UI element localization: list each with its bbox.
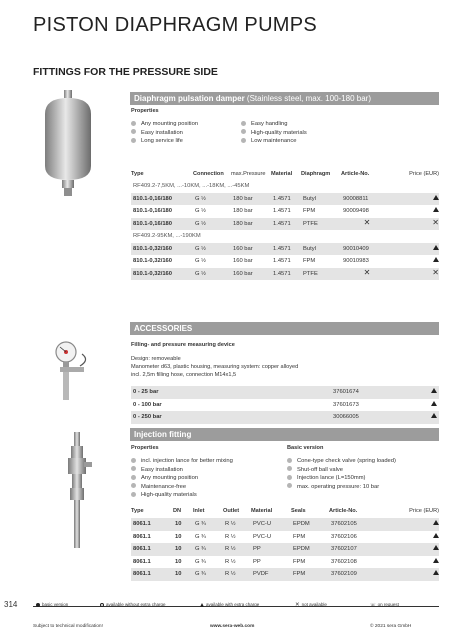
accessories-title: ACCESSORIES: [134, 324, 193, 333]
extra-charge-icon: [433, 545, 439, 550]
injection-title: Injection fitting: [134, 430, 192, 439]
legend-no-charge: available without extra charge: [100, 602, 166, 607]
footer-website[interactable]: www.sera-web.com: [210, 624, 255, 629]
legend-extra-charge: available with extra charge: [200, 602, 259, 607]
injection-props: [131, 457, 233, 500]
extra-charge-icon: [431, 388, 437, 393]
damper-table-row: 810.1-0,32/160 G ½ 160 bar 1.4571 PTFE ✕ ✕: [131, 268, 439, 281]
property-item: High-quality materials: [131, 491, 233, 500]
damper-image: [33, 88, 103, 198]
damper-properties-label: Properties: [131, 108, 159, 114]
extra-charge-icon: [433, 245, 439, 250]
injection-table: [131, 505, 439, 581]
property-item: Any mounting position: [131, 120, 198, 129]
legend-not-available: ✕ not available: [295, 602, 327, 608]
accessory-row: 0 - 250 bar 30066005: [131, 411, 439, 424]
property-item: Maintenance-free: [131, 483, 233, 492]
damper-table-header: Type Connection max.Pressure Material Diaphragm Article-No. Price (EUR): [131, 171, 439, 177]
extra-charge-icon: [433, 207, 439, 212]
injection-section-bar: [130, 428, 439, 441]
extra-charge-icon: [433, 558, 439, 563]
damper-table-row: 810.1-0,32/160 G ½ 160 bar 1.4571 FPM 90010983: [131, 255, 439, 268]
damper-table-row: 810.1-0,32/160 G ½ 160 bar 1.4571 Butyl 90010409: [131, 243, 439, 256]
property-item: incl. injection lance for better mixing: [131, 457, 233, 466]
injection-basic: [287, 457, 396, 491]
device-desc-manometer: Manometer d63, plastic housing, measuring system: copper alloyed: [131, 364, 299, 370]
property-item: Long service life: [131, 137, 198, 146]
property-item: Cone-type check valve (spring loaded): [287, 457, 396, 466]
not-available-icon: ✕: [363, 217, 371, 227]
page-number: 314: [4, 600, 18, 609]
extra-charge-icon: [433, 195, 439, 200]
extra-charge-icon: [433, 533, 439, 538]
property-item: High-quality materials: [241, 129, 307, 138]
legend-basic: basic version: [36, 602, 68, 607]
injection-properties-label: Properties: [131, 445, 159, 451]
property-item: Easy installation: [131, 466, 233, 475]
footer-subject: Subject to technical modification!: [33, 624, 103, 629]
footer-copyright: © 2021 sera GmbH: [370, 624, 412, 629]
accessory-row: 0 - 100 bar 37601673: [131, 399, 439, 412]
accessory-row: 0 - 25 bar 37601674: [131, 386, 439, 399]
injection-table-row: 8061.1 10 G ¾ R ½ PVDF FPM 37602109: [131, 568, 439, 581]
page-title: PISTON DIAPHRAGM PUMPS: [33, 14, 318, 36]
extra-charge-icon: [433, 570, 439, 575]
property-item: Injection lance (L=150mm): [287, 474, 396, 483]
property-item: Easy handling: [241, 120, 307, 129]
damper-props-right: [241, 120, 307, 146]
damper-group-label: RF409.2-7,5KM, ...-10KM, ...-18KM, ...-45KM: [133, 183, 250, 189]
damper-table-row: 810.1-0,16/180 G ½ 180 bar 1.4571 Butyl 90008811: [131, 193, 439, 206]
injection-basic-label: Basic version: [287, 445, 324, 451]
property-item: Easy installation: [131, 129, 198, 138]
damper-subtitle: (Stainless steel, max. 100-180 bar): [246, 94, 371, 103]
legend-on-request: ☏ on request: [370, 602, 399, 607]
damper-table-row: 810.1-0,16/180 G ½ 180 bar 1.4571 FPM 90009498: [131, 205, 439, 218]
accessories-section-bar: [130, 322, 439, 335]
injection-table-row: 8061.1 10 G ¾ R ½ PVC-U FPM 37602106: [131, 531, 439, 544]
extra-charge-icon: [431, 413, 437, 418]
device-desc-design: Design: removeable: [131, 356, 181, 362]
extra-charge-icon: [431, 401, 437, 406]
pressure-device-image: [52, 340, 92, 402]
injection-table-header: Type DN Inlet Outlet Material Seals Article-No. Price (EUR): [131, 508, 439, 514]
injection-table-row: 8061.1 10 G ¾ R ½ PVC-U EPDM 37602105: [131, 518, 439, 531]
injection-table-row: 8061.1 10 G ¾ R ½ PP FPM 37602108: [131, 556, 439, 569]
damper-title: Diaphragm pulsation damper: [134, 94, 245, 103]
damper-table-row: 810.1-0,16/180 G ½ 180 bar 1.4571 PTFE ✕ ✕: [131, 218, 439, 231]
property-item: Shut-off ball valve: [287, 466, 396, 475]
damper-table: [131, 168, 439, 280]
extra-charge-icon: [433, 520, 439, 525]
not-available-icon: ✕: [432, 267, 439, 277]
not-available-icon: ✕: [432, 217, 439, 227]
damper-props-left: [131, 120, 198, 146]
device-desc-hose: incl. 2,5m filling hose, connection M14x1,5: [131, 372, 237, 378]
property-item: max. operating pressure: 10 bar: [287, 483, 396, 492]
property-item: Any mounting position: [131, 474, 233, 483]
damper-section-bar: [130, 92, 439, 105]
injection-fitting-image: [60, 432, 96, 552]
accessories-table: [131, 386, 439, 424]
not-available-icon: ✕: [363, 267, 371, 277]
property-item: Low maintenance: [241, 137, 307, 146]
injection-table-row: 8061.1 10 G ¾ R ½ PP EPDM 37602107: [131, 543, 439, 556]
extra-charge-icon: [433, 257, 439, 262]
device-title: Filling- and pressure measuring device: [131, 342, 235, 348]
damper-group-label: RF409.2-95KM, ...-190KM: [133, 233, 201, 239]
section-title: FITTINGS FOR THE PRESSURE SIDE: [33, 66, 218, 78]
